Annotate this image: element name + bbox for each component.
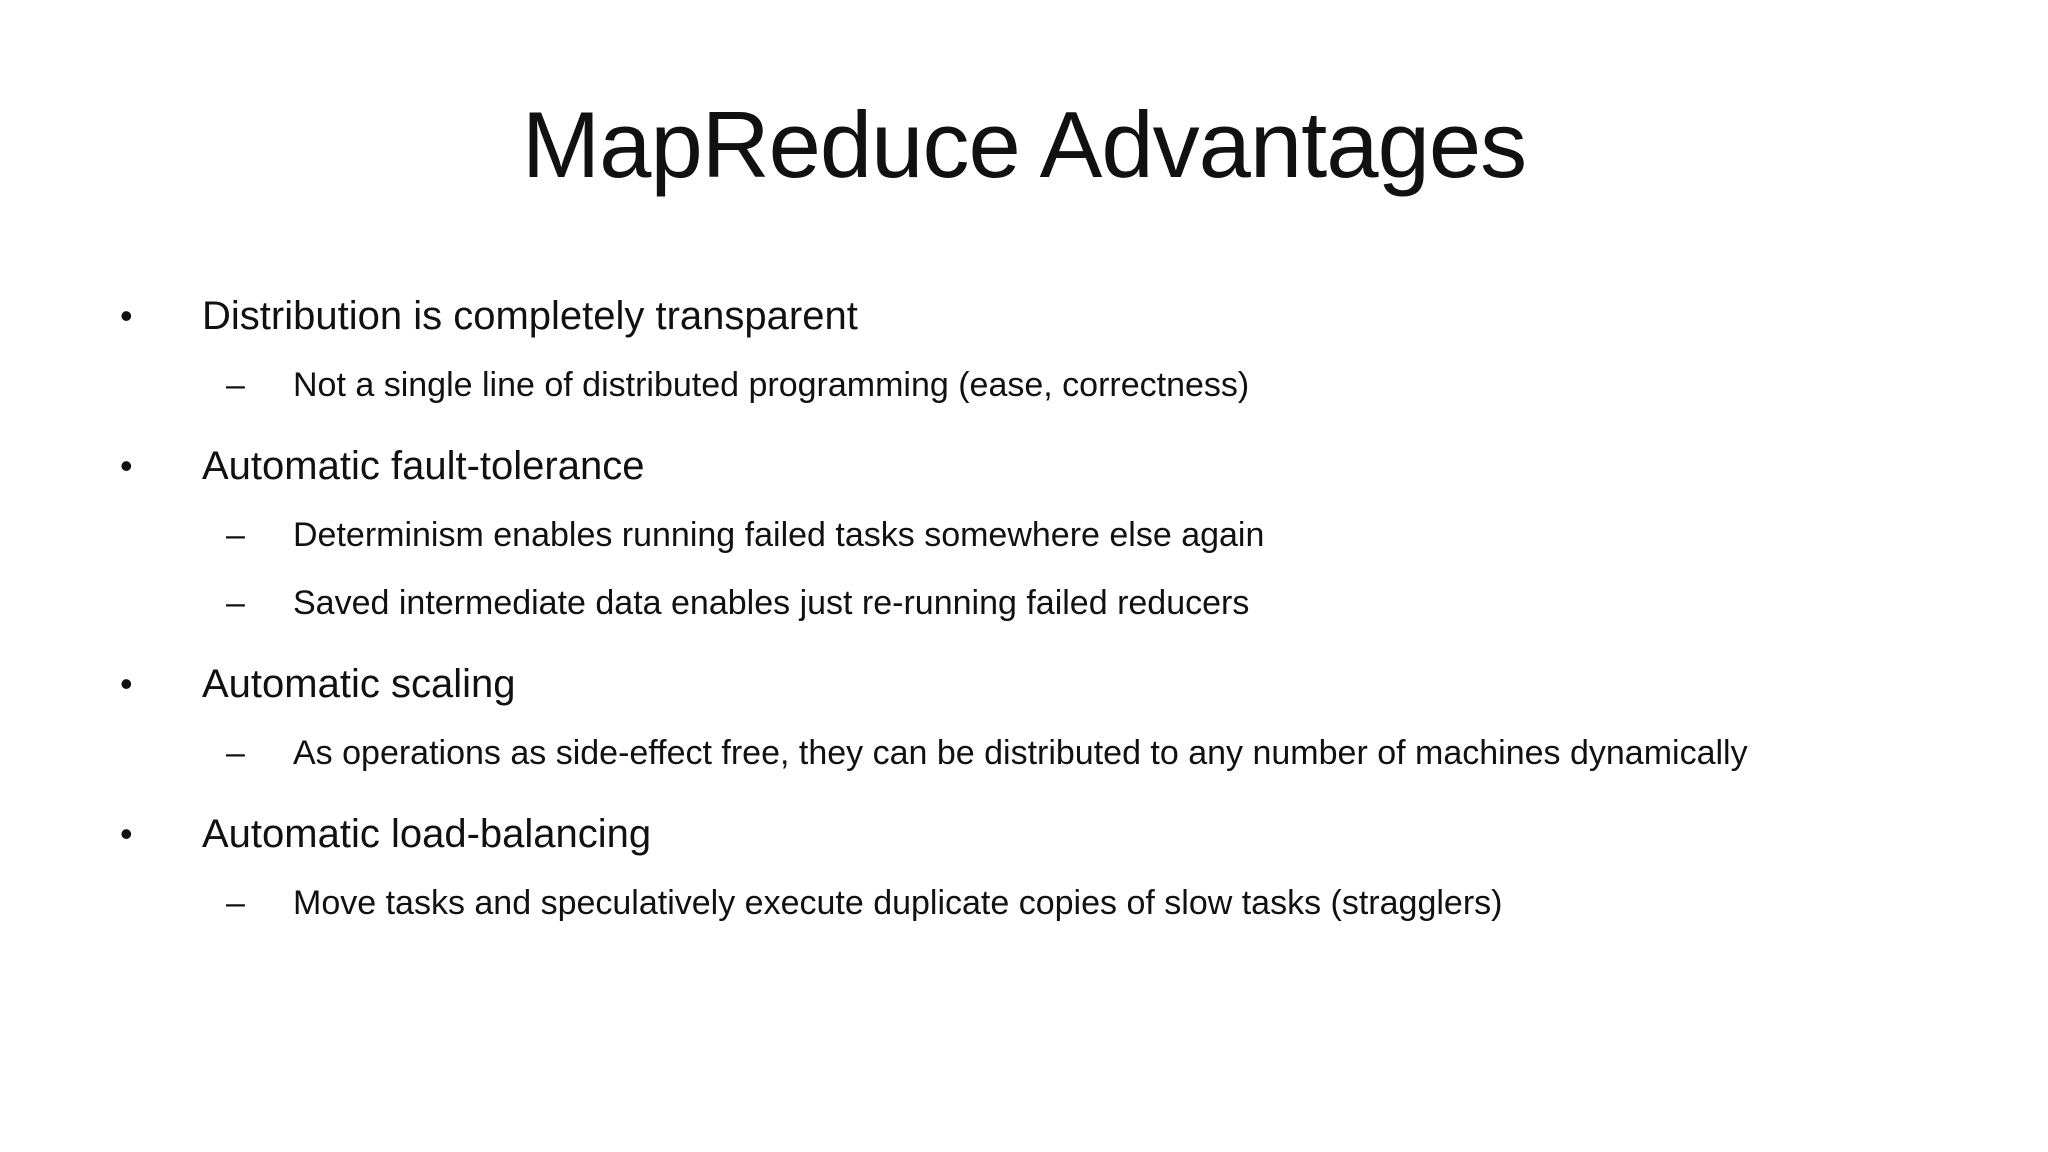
sub-bullet-item [120, 360, 1980, 438]
sub-bullet-text: Move tasks and speculatively execute duplicate copies of slow tasks (stragglers) [293, 884, 1503, 922]
sub-bullet-marker: – [226, 366, 245, 404]
sub-bullet-marker: – [226, 516, 245, 554]
bullet-text: Distribution is completely transparent [202, 294, 858, 338]
bullet-marker: • [120, 295, 133, 336]
sub-bullet-text: As operations as side-effect free, they can be distributed to any number of machines dynamically [293, 734, 1748, 772]
bullet-marker: • [120, 663, 133, 704]
bullet-list [120, 288, 1980, 956]
sub-bullet-text: Determinism enables running failed tasks somewhere else again [293, 516, 1265, 554]
slide-title: MapReduce Advantages [521, 92, 1527, 197]
sub-bullet-text: Not a single line of distributed programming (ease, correctness) [293, 366, 1250, 404]
sub-bullet-item [120, 878, 1980, 956]
bullet-marker: • [120, 445, 133, 486]
sub-bullet-text: Saved intermediate data enables just re-running failed reducers [293, 584, 1250, 622]
bullet-text: Automatic load-balancing [202, 812, 652, 856]
sub-bullet-item [120, 510, 1980, 578]
bullet-text: Automatic fault-tolerance [202, 444, 645, 488]
sub-bullet-item [120, 728, 1980, 806]
bullet-item [120, 288, 1980, 360]
sub-bullet-marker: – [226, 884, 245, 922]
bullet-item [120, 438, 1980, 510]
bullet-text: Automatic scaling [202, 662, 516, 706]
sub-bullet-marker: – [226, 584, 245, 622]
bullet-item [120, 656, 1980, 728]
sub-bullet-item [120, 578, 1980, 656]
sub-bullet-marker: – [226, 734, 245, 772]
bullet-item [120, 806, 1980, 878]
bullet-marker: • [120, 813, 133, 854]
